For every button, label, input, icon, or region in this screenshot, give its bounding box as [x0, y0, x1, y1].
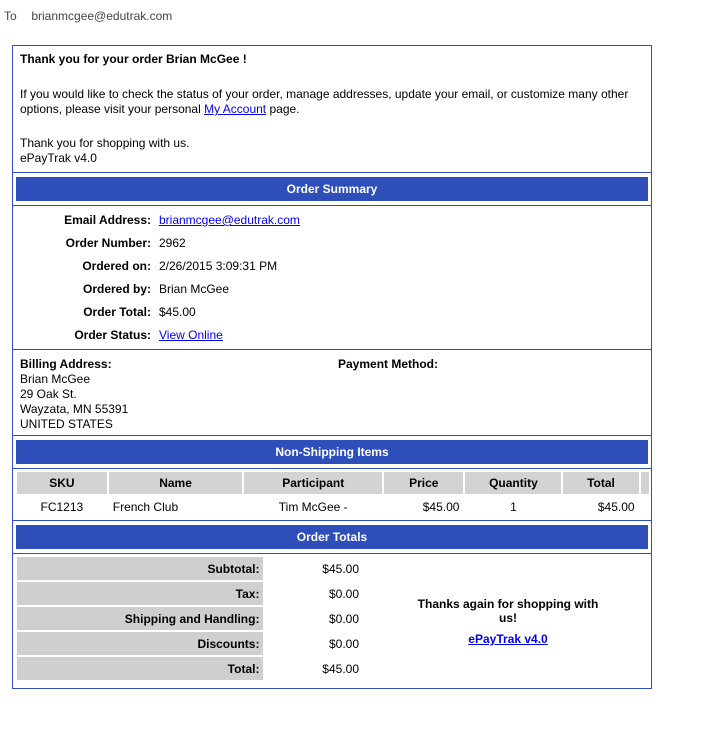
- to-label: To: [4, 9, 17, 23]
- summary-label: Order Total:: [83, 305, 151, 319]
- summary-label: Order Number:: [65, 236, 151, 250]
- totals-value: $45.00: [322, 661, 359, 676]
- thanks-again-text: Thanks again for shopping with us!: [417, 597, 599, 625]
- intro-message-after: page.: [266, 102, 300, 116]
- summary-label: Order Status:: [74, 328, 151, 342]
- email-body: [12, 45, 652, 689]
- column-header-sku: SKU: [17, 472, 107, 494]
- totals-label: Discounts:: [17, 632, 263, 655]
- summary-row-ordered-on: [13, 256, 651, 276]
- summary-row-email: [13, 210, 651, 230]
- summary-label: Ordered on:: [82, 259, 151, 273]
- divider: [13, 553, 651, 554]
- billing-name: Brian McGee: [20, 372, 91, 386]
- totals-table: [15, 555, 375, 682]
- cell-name: French Club: [112, 500, 179, 514]
- column-header-participant: Participant: [244, 472, 382, 494]
- payment-heading: Payment Method:: [338, 357, 439, 371]
- billing-country: UNITED STATES: [20, 417, 113, 431]
- greeting: Thank you for your order Brian McGee !: [20, 52, 247, 66]
- order-summary-header: Order Summary: [16, 177, 648, 201]
- billing-city: Wayzata, MN 55391: [20, 402, 129, 416]
- totals-row-tax: [17, 582, 373, 605]
- thanks-line: Thank you for shopping with us.: [20, 136, 190, 150]
- cell-price: $45.00: [422, 500, 460, 514]
- divider: [13, 205, 651, 206]
- summary-value: Brian McGee: [159, 282, 230, 296]
- table-row: [17, 496, 649, 518]
- to-line: [4, 9, 172, 23]
- totals-value: $0.00: [328, 636, 359, 651]
- cell-sku: FC1213: [40, 500, 84, 514]
- column-header-spacer: [641, 472, 649, 494]
- totals-value: $0.00: [328, 611, 359, 626]
- payment-method: [338, 357, 438, 372]
- summary-label: Ordered by:: [82, 282, 151, 296]
- intro-section: [13, 46, 651, 171]
- column-header-quantity: Quantity: [465, 472, 561, 494]
- divider: [13, 520, 651, 521]
- totals-value: $45.00: [322, 561, 359, 576]
- signature: ePayTrak v4.0: [20, 151, 97, 165]
- summary-label: Email Address:: [64, 213, 151, 227]
- totals-value: $0.00: [328, 586, 359, 601]
- divider: [13, 172, 651, 173]
- divider: [13, 468, 651, 469]
- divider: [13, 435, 651, 436]
- items-header-row: [17, 472, 649, 494]
- to-address: brianmcgee@edutrak.com: [31, 9, 173, 23]
- thanks-link-wrapper: [408, 632, 608, 646]
- summary-value: 2/26/2015 3:09:31 PM: [159, 259, 278, 273]
- totals-label: Total:: [17, 657, 263, 680]
- divider: [13, 349, 651, 350]
- billing-street: 29 Oak St.: [20, 387, 77, 401]
- totals-label: Shipping and Handling:: [17, 607, 263, 630]
- totals-row-discounts: [17, 632, 373, 655]
- email-address-link[interactable]: brianmcgee@edutrak.com: [159, 213, 300, 227]
- non-shipping-items-header: Non-Shipping Items: [16, 440, 648, 464]
- totals-label: Subtotal:: [17, 557, 263, 580]
- summary-row-ordered-by: [13, 279, 651, 299]
- summary-row-order-total: [13, 302, 651, 322]
- column-header-total: Total: [563, 472, 638, 494]
- intro-message-before: If you would like to check the status of your order, manage addresses, update your email, or customize many other options, please visit your personal: [20, 87, 629, 116]
- totals-row-total: [17, 657, 373, 680]
- totals-row-subtotal: [17, 557, 373, 580]
- cell-quantity: 1: [510, 500, 517, 514]
- summary-row-order-status: [13, 325, 651, 345]
- billing-heading: Billing Address:: [20, 357, 112, 371]
- cell-participant: Tim McGee -: [278, 500, 348, 514]
- column-header-name: Name: [109, 472, 243, 494]
- column-header-price: Price: [384, 472, 463, 494]
- summary-row-order-number: [13, 233, 651, 253]
- billing-address: [20, 357, 128, 432]
- cell-spacer: [641, 496, 649, 518]
- totals-row-shipping: [17, 607, 373, 630]
- intro-message: [20, 87, 644, 117]
- totals-label: Tax:: [17, 582, 263, 605]
- epaytrak-link[interactable]: ePayTrak v4.0: [468, 632, 548, 646]
- cell-total: $45.00: [597, 500, 635, 514]
- items-table: [15, 470, 651, 520]
- summary-value: $45.00: [159, 305, 196, 319]
- view-online-link[interactable]: View Online: [159, 328, 223, 342]
- order-totals-header: Order Totals: [16, 525, 648, 549]
- my-account-link[interactable]: My Account: [204, 102, 267, 116]
- summary-value: 2962: [159, 236, 186, 250]
